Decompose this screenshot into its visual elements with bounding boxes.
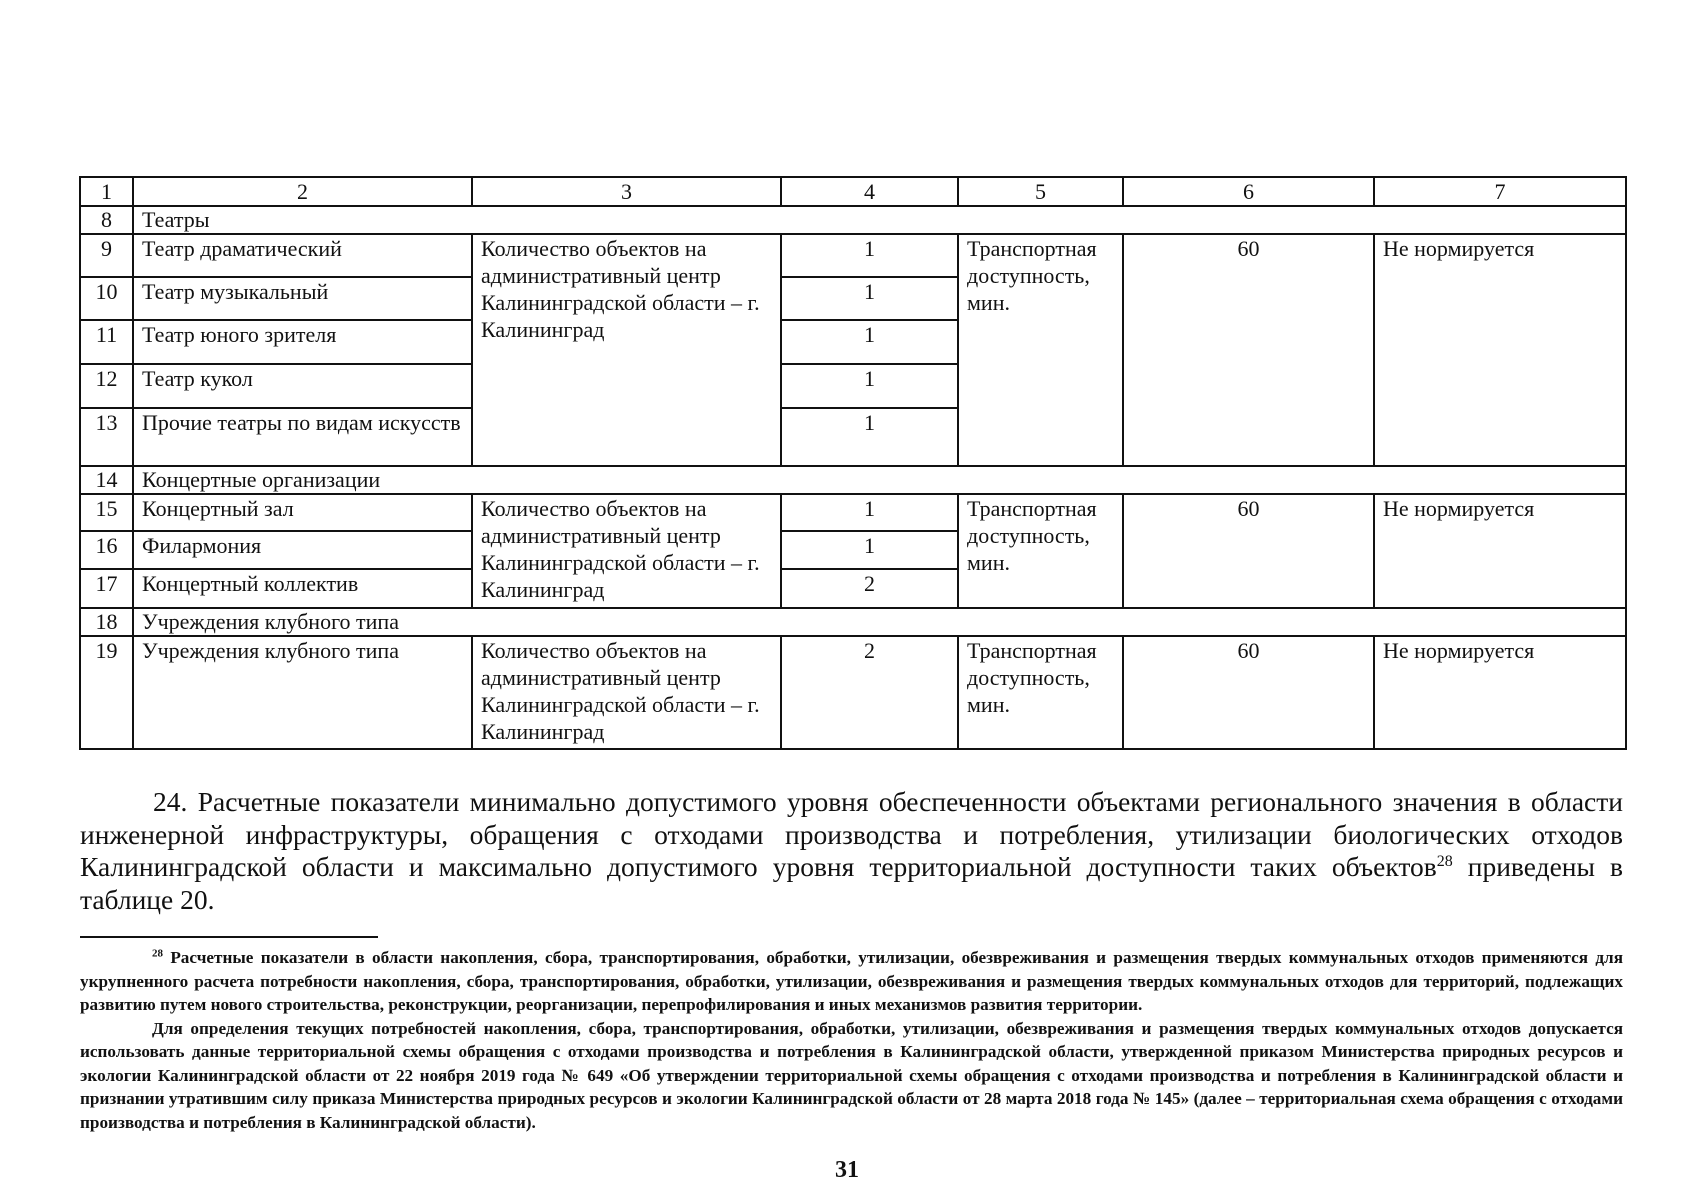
facility-count: 1: [781, 408, 958, 466]
facility-name: Театр музыкальный: [133, 277, 472, 320]
row-number: 12: [80, 364, 133, 408]
row-number: 15: [80, 494, 133, 531]
facility-count: 1: [781, 234, 958, 277]
norms-table: [79, 176, 1627, 750]
row-number: 14: [80, 466, 133, 494]
access-type-cell: Транспортная доступность, мин.: [958, 494, 1123, 608]
facility-count: 2: [781, 636, 958, 749]
row-number: 17: [80, 569, 133, 608]
footnote-mark: 28: [152, 947, 163, 960]
col-header: 4: [781, 177, 958, 206]
indicator-cell: Количество объектов на административный центр Калининградской области – г. Калининград: [472, 494, 781, 608]
table-header-row: [80, 177, 1626, 206]
facility-count: 1: [781, 494, 958, 531]
norm-cell: Не нормируется: [1374, 494, 1626, 608]
access-value-cell: 60: [1123, 234, 1374, 466]
footnote-text: Расчетные показатели в области накопления, сбора, транспортирования, обработки, утилизации, обезвреживания и размещения твердых коммунальных отходов применяются для укрупненного расчета потребности накопления, сбора, транспортирования, обработки, утилизации, обезвреживания и размещения твердых коммунальных отходов для территорий, подлежащих развитию путем нового строительства, реконструкции, реорганизации, перепрофилирования и иных механизмов развития территории.: [80, 948, 1623, 1014]
row-number: 18: [80, 608, 133, 636]
page-number: 31: [835, 1157, 859, 1183]
col-header: 1: [80, 177, 133, 206]
table-group-row: [80, 206, 1626, 234]
facility-name: Концертный коллектив: [133, 569, 472, 608]
indicator-cell: Количество объектов на административный центр Калининградской области – г. Калининград: [472, 234, 781, 466]
facility-name: Концертный зал: [133, 494, 472, 531]
access-type-cell: Транспортная доступность, мин.: [958, 636, 1123, 749]
footnote-separator: [80, 936, 378, 938]
row-number: 8: [80, 206, 133, 234]
paragraph-body: [80, 786, 1623, 916]
facility-count: 1: [781, 364, 958, 408]
facility-name: Театр юного зрителя: [133, 320, 472, 364]
facility-name: Учреждения клубного типа: [133, 636, 472, 749]
paragraph-text: 24. Расчетные показатели минимально допустимого уровня обеспеченности объектами регионального значения в области инженерной инфраструктуры, обращения с отходами производства и потребления, утилизации биологических отходов Калининградской области и максимально допустимого уровня территориальной доступности таких объектов: [80, 786, 1623, 882]
indicator-cell: Количество объектов на административный центр Калининградской области – г. Калининград: [472, 636, 781, 749]
table-row: [80, 494, 1626, 531]
row-number: 11: [80, 320, 133, 364]
footnote: [80, 946, 1623, 1134]
norm-cell: Не нормируется: [1374, 636, 1626, 749]
access-type-cell: Транспортная доступность, мин.: [958, 234, 1123, 466]
footnote-paragraph: Для определения текущих потребностей накопления, сбора, транспортирования, обработки, утилизации, обезвреживания и размещения твердых коммунальных отходов допускается использовать данные территориальной схемы обращения с отходами производства и потребления в Калининградской области, утвержденной приказом Министерства природных ресурсов и экологии Калининградской области от 22 ноября 2019 года № 649 «Об утверждении территориальной схемы обращения с отходами производства и потребления в Калининградской области и признании утратившим силу приказа Министерства природных ресурсов и экологии Калининградской области от 28 марта 2018 года № 145» (далее – территориальная схема обращения с отходами производства и потребления в Калининградской области).: [80, 1018, 1623, 1132]
footnote-reference[interactable]: 28: [1436, 852, 1453, 870]
col-header: 6: [1123, 177, 1374, 206]
row-number: 13: [80, 408, 133, 466]
group-title: Концертные организации: [133, 466, 1626, 494]
col-header: 2: [133, 177, 472, 206]
norms-table-container: [79, 176, 1625, 750]
col-header: 7: [1374, 177, 1626, 206]
col-header: 3: [472, 177, 781, 206]
access-value-cell: 60: [1123, 494, 1374, 608]
norm-cell: Не нормируется: [1374, 234, 1626, 466]
facility-count: 1: [781, 277, 958, 320]
group-title: Учреждения клубного типа: [133, 608, 1626, 636]
table-group-row: [80, 466, 1626, 494]
paragraph-tail: приведены в таблице 20.: [80, 851, 1624, 915]
footnote-paragraph: [80, 946, 1623, 1017]
facility-name: Филармония: [133, 531, 472, 569]
access-value-cell: 60: [1123, 636, 1374, 749]
facility-count: 1: [781, 320, 958, 364]
facility-name: Театр кукол: [133, 364, 472, 408]
table-row: [80, 636, 1626, 749]
row-number: 10: [80, 277, 133, 320]
facility-count: 1: [781, 531, 958, 569]
row-number: 9: [80, 234, 133, 277]
table-group-row: [80, 608, 1626, 636]
facility-name: Прочие театры по видам искусств: [133, 408, 472, 466]
row-number: 19: [80, 636, 133, 749]
table-row: [80, 234, 1626, 277]
facility-count: 2: [781, 569, 958, 608]
row-number: 16: [80, 531, 133, 569]
facility-name: Театр драматический: [133, 234, 472, 277]
col-header: 5: [958, 177, 1123, 206]
group-title: Театры: [133, 206, 1626, 234]
section-paragraph: [80, 786, 1623, 916]
